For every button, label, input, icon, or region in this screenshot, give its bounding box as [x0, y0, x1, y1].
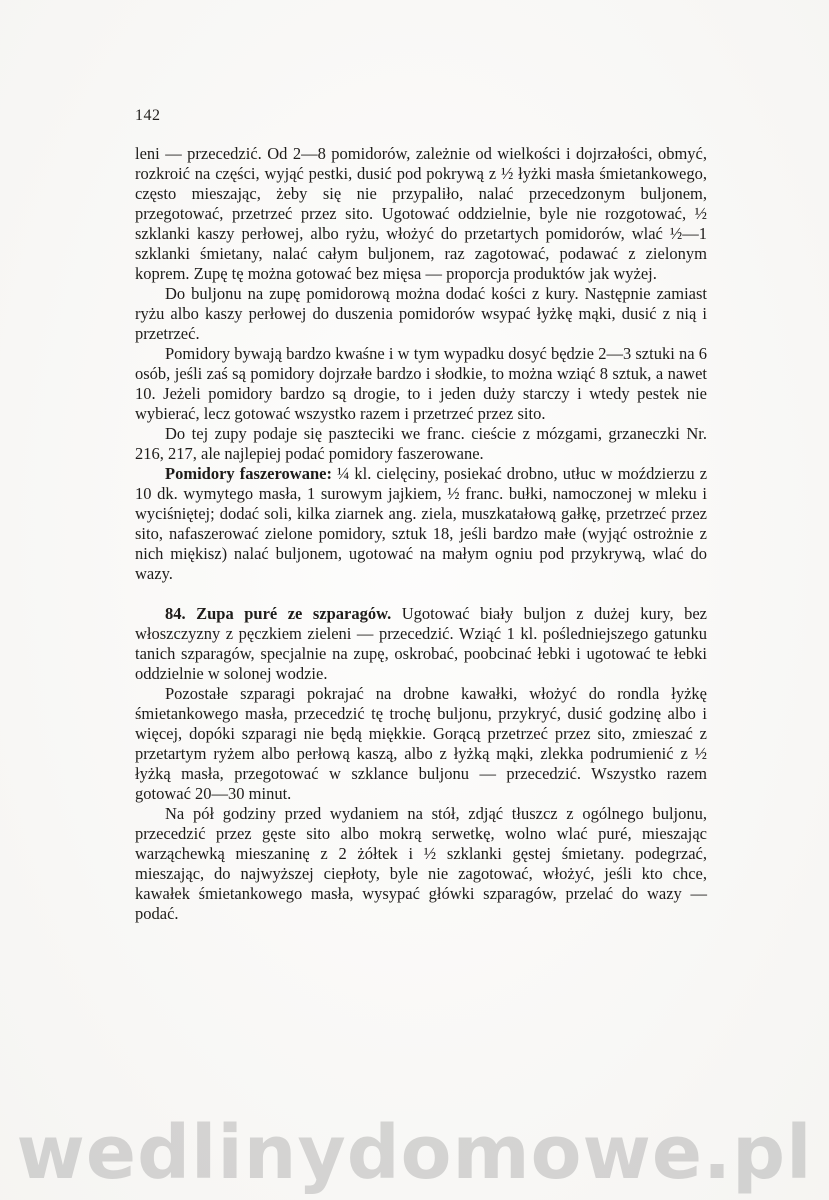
paragraph-text: leni — przecedzić. Od 2—8 pomidorów, zależnie od wielkości i dojrzałości, obmyć, rozkroić na części, wyjąć pestki, dusić pod pokrywą z ½ łyżki masła śmietankowego, często mieszając, żeby się nie przypaliło, nalać przecedzonym buljonem, przegotować, przetrzeć przez sito. Ugotować oddzielnie, byle nie rozgotować, ½ szklanki kaszy perłowej, albo ryżu, włożyć do przetartych pomidorów, wlać ½—1 szklanki śmietany, nalać całym buljonem, raz zagotować, podawać z zielonym koprem. Zupę tę można gotować bez mięsa — proporcja produktów jak wyżej.: [135, 144, 707, 283]
text-block: [135, 144, 707, 924]
paragraph-lead: 84. Zupa puré ze szparagów.: [165, 604, 392, 623]
paragraph-text: Pozostałe szparagi pokrajać na drobne kawałki, włożyć do rondla łyżkę śmietankowego masła, przecedzić tę trochę buljonu, przykryć, dusić godzinę albo i więcej, dopóki szparagi nie będą miękkie. Gorącą przetrzeć przez sito, zmieszać z przetartym ryżem albo perłową kaszą, albo z łyżką mąki, zlekka podrumienić z ½ łyżką masła, przegotować w szklance buljonu — przecedzić. Wszystko razem gotować 20—30 minut.: [135, 684, 707, 803]
paragraph: [135, 464, 707, 584]
paragraph: [135, 284, 707, 344]
paragraph-text: Pomidory bywają bardzo kwaśne i w tym wypadku dosyć będzie 2—3 sztuki na 6 osób, jeśli zaś są pomidory dojrzałe bardzo i słodkie, to można wziąć 8 sztuk, a nawet 10. Jeżeli pomidory bardzo są drogie, to i jeden duży starczy i wtedy pestek nie wybierać, lecz gotować wszystko razem i przetrzeć przez sito.: [135, 344, 707, 423]
paragraph: [135, 144, 707, 284]
paragraph-text: Ugotować biały buljon z dużej kury, bez włoszczyzny z pęczkiem zieleni — przecedzić. Wziąć 1 kl. pośledniejszego gatunku tanich szparagów, specjalnie na zupę, oskrobać, poobcinać łebki i ugotować te łebki oddzielnie w solonej wodzie.: [135, 604, 707, 683]
paragraph: [135, 344, 707, 424]
watermark-text: wedlinydomowe.pl: [16, 1110, 813, 1196]
paragraph-section-84: [135, 604, 707, 684]
page-number: 142: [135, 107, 161, 124]
paragraph-text: Na pół godziny przed wydaniem na stół, zdjąć tłuszcz z ogólnego buljonu, przecedzić przez gęste sito albo mokrą serwetkę, wolno wlać puré, mieszając warząchewką mieszaninę z 2 żółtek i ½ szklanki gęstej śmietany. podegrzać, mieszając, do najwyższej ciepłoty, byle nie zagotować, włożyć, jeśli kto chce, kawałek śmietankowego masła, wysypać główki szparagów, przelać do wazy — podać.: [135, 804, 707, 923]
paragraph: [135, 684, 707, 804]
paragraph-text: ¼ kl. cielęciny, posiekać drobno, utłuc w moździerzu z 10 dk. wymytego masła, 1 surowym jajkiem, ½ franc. bułki, namoczonej w mleku i wyciśniętej; dodać soli, kilka ziarnek ang. ziela, muszkatałową gałkę, przetrzeć przez sito, nafaszerować zielone pomidory, sztuk 18, jeśli bardzo małe (wyjąć ostrożnie z nich miękisz) nalać buljonem, ugotować na małym ogniu pod przykrywą, wlać do wazy.: [135, 464, 708, 583]
paragraph: [135, 804, 707, 924]
paragraph-text: Do buljonu na zupę pomidorową można dodać kości z kury. Następnie zamiast ryżu albo kaszy perłowej do duszenia pomidorów wsypać łyżkę mąki, dusić z nią i przetrzeć.: [135, 284, 707, 343]
paragraph-lead: Pomidory faszerowane:: [165, 464, 332, 483]
paragraph-text: Do tej zupy podaje się paszteciki we franc. cieście z mózgami, grzaneczki Nr. 216, 217, ale najlepiej podać pomidory faszerowane.: [135, 424, 707, 463]
paragraph: [135, 424, 707, 464]
